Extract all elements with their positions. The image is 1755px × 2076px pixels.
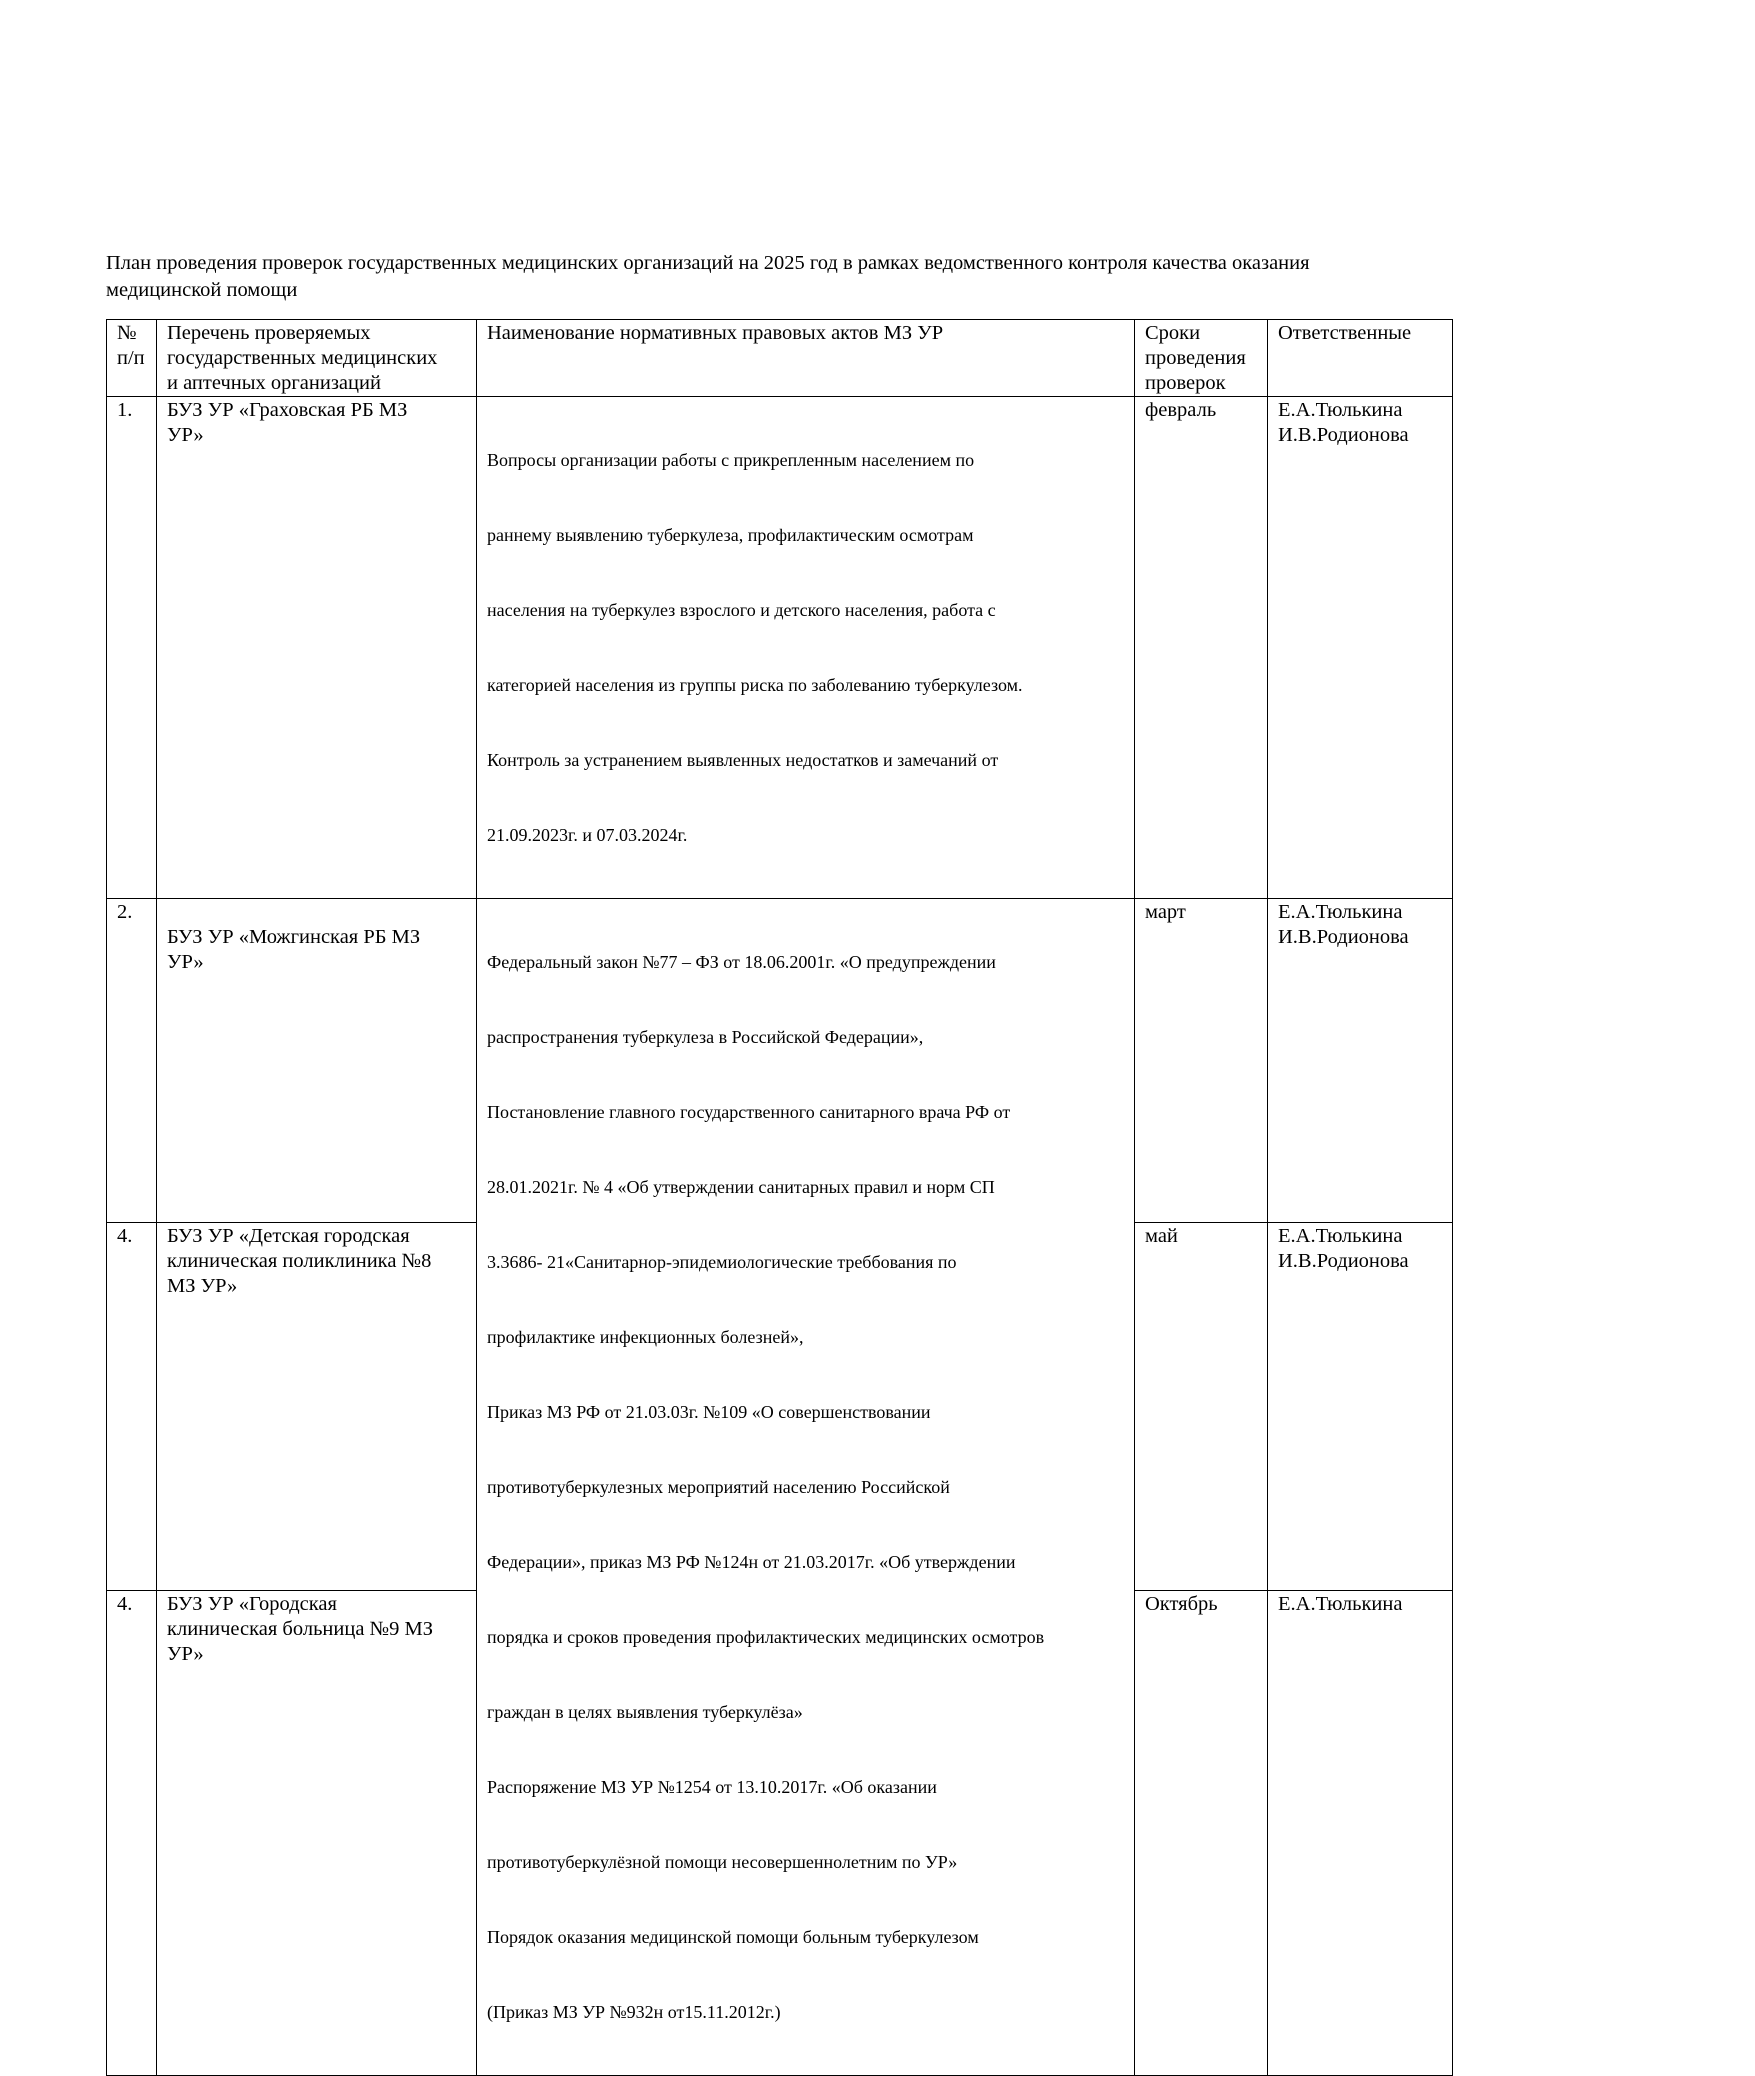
responsible-persons: Е.А.Тюлькина И.В.Родионова [1268,899,1453,1223]
inspection-date: Октябрь [1135,1591,1268,2076]
row-number: 1. [107,397,157,899]
inspection-date: март [1135,899,1268,1223]
shared-legal-acts: Федеральный закон №77 – ФЗ от 18.06.2001г. «О предупреждении распространения туберкулеза в Российской Федерации», Постановление главного государственного санитарного врача РФ от 28.01.2021г. № 4 «Об утверждении санитарных правил и норм СП 3.3686- 21«Санитарнор-эпидемиологические треббования по профилактике инфекционных болезней», Приказ МЗ РФ от 21.03.03г. №109 «О совершенствовании противотуберкулезных мероприятий населению Российской Федерации», приказ МЗ РФ №124н от 21.03.2017г. «Об утверждении порядка и сроков проведения профилактических медицинских осмотров граждан в целях выявления туберкулёза» Распоряжение МЗ УР №1254 от 13.10.2017г. «Об оказании противотуберкулёзной помощи несовершеннолетним по УР» Порядок оказания медицинской помощи больным туберкулезом (Приказ МЗ УР №932н от15.11.2012г.) [477,899,1135,2076]
table-row [107,397,1453,899]
header-num: № п/п [107,320,157,397]
title-line: медицинской помощи [106,279,298,301]
responsible-persons: Е.А.Тюлькина И.В.Родионова [1268,397,1453,899]
header-orgs: Перечень проверяемых государственных медицинских и аптечных организаций [157,320,477,397]
table-header-row [107,320,1453,397]
header-dates: Сроки проведения проверок [1135,320,1268,397]
header-responsible: Ответственные [1268,320,1453,397]
inspection-plan-table [106,319,1453,2076]
title-line: План проведения проверок государственных медицинских организаций на 2025 год в рамках ведомственного контроля качества оказания [106,252,1310,274]
row-number: 4. [107,1591,157,2076]
org-name: БУЗ УР «Граховская РБ МЗ УР» [157,397,477,899]
org-name: БУЗ УР «Детская городская клиническая поликлиника №8 МЗ УР» [157,1223,477,1591]
responsible-persons: Е.А.Тюлькина И.В.Родионова [1268,1223,1453,1591]
org-name: БУЗ УР «Городская клиническая больница №9 МЗ УР» [157,1591,477,2076]
table-row [107,899,1453,1223]
header-acts: Наименование нормативных правовых актов МЗ УР [477,320,1135,397]
document-title [106,250,1446,304]
inspection-date: февраль [1135,397,1268,899]
legal-acts: Вопросы организации работы с прикрепленным населением по раннему выявлению туберкулеза, профилактическим осмотрам населения на туберкулез взрослого и детского населения, работа с категорией населения из группы риска по заболеванию туберкулезом. Контроль за устранением выявленных недостатков и замечаний от 21.09.2023г. и 07.03.2024г. [477,397,1135,899]
row-number: 2. [107,899,157,1223]
inspection-date: май [1135,1223,1268,1591]
org-name: БУЗ УР «Можгинская РБ МЗ УР» [157,899,477,1223]
responsible-persons: Е.А.Тюлькина [1268,1591,1453,2076]
row-number: 4. [107,1223,157,1591]
